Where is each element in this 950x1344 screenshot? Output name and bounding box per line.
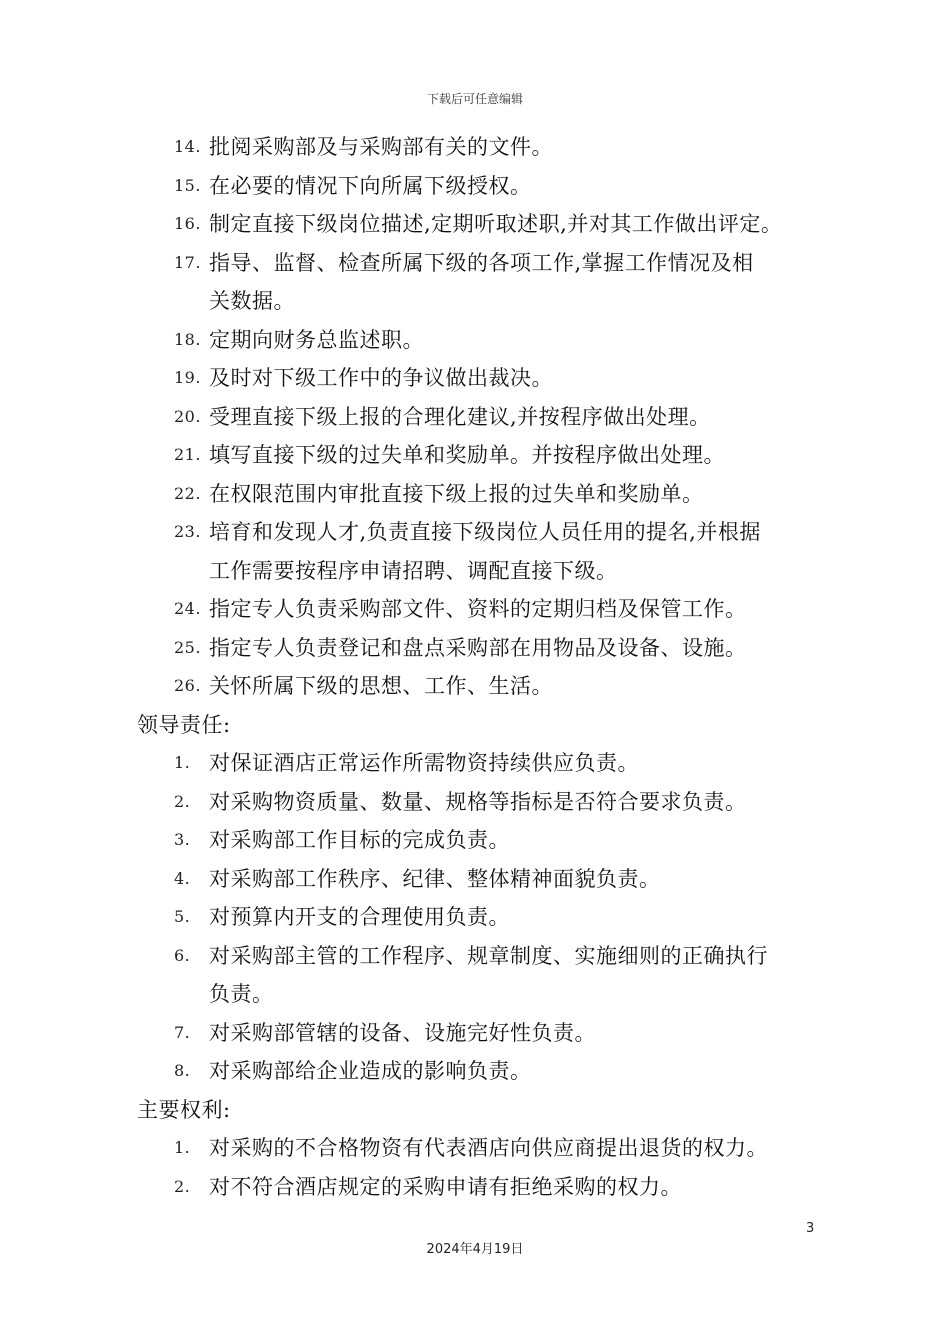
list-item <box>0 513 950 590</box>
list-item-text: 受理直接下级上报的合理化建议,并按程序做出处理。 <box>209 404 711 429</box>
list-item-text: 对采购部工作目标的完成负责。 <box>209 828 510 852</box>
list-item-number: 17. <box>174 252 201 272</box>
list-item-text: 对采购部管辖的设备、设施完好性负责。 <box>209 1020 596 1045</box>
list-item-text: 对保证酒店正常运作所需物资持续供应负责。 <box>209 751 639 775</box>
list-item <box>0 629 950 668</box>
list-item-text: 在权限范围内审批直接下级上报的过失单和奖励单。 <box>209 481 704 506</box>
list-item-number: 18. <box>174 329 201 349</box>
list-item-text: 填写直接下级的过失单和奖励单。并按程序做出处理。 <box>209 443 725 467</box>
list-item <box>0 898 950 937</box>
list-item <box>0 359 950 398</box>
list-item-text: 制定直接下级岗位描述,定期听取述职,并对其工作做出评定。 <box>209 212 783 236</box>
list-item-number: 2. <box>174 1176 191 1196</box>
list-item <box>0 1014 950 1053</box>
leadership-heading: 领导责任: <box>137 712 231 737</box>
list-item-number: 1. <box>174 1138 191 1157</box>
list-item <box>0 1052 950 1091</box>
list-item-text: 关数据。 <box>209 289 295 313</box>
list-item-number: 26. <box>174 676 201 695</box>
list-item-number: 21. <box>174 445 201 464</box>
list-item-text: 定期向财务总监述职。 <box>209 327 424 352</box>
list-item-text: 及时对下级工作中的争议做出裁决。 <box>209 366 553 390</box>
list-item <box>0 167 950 206</box>
list-item-number: 24. <box>174 599 201 618</box>
list-item-text: 指导、监督、检查所属下级的各项工作,掌握工作情况及相 <box>209 250 754 275</box>
list-item-number: 20. <box>174 406 201 426</box>
list-item <box>0 205 950 244</box>
list-item <box>0 321 950 360</box>
list-item <box>0 1168 950 1207</box>
page-header: 下载后可任意编辑 <box>426 92 523 106</box>
list-item-number: 14. <box>174 137 201 156</box>
list-item-number: 16. <box>174 214 201 233</box>
list-item-number: 23. <box>174 522 201 541</box>
page-footer-date: 2024年4月19日 <box>426 1242 524 1257</box>
list-item-text: 对采购物资质量、数量、规格等指标是否符合要求负责。 <box>209 789 747 814</box>
list-item <box>0 475 950 514</box>
duties-list <box>0 128 950 706</box>
list-item <box>0 744 950 783</box>
list-item-number: 15. <box>174 175 201 195</box>
list-item <box>0 1129 950 1168</box>
list-item-text: 对采购部主管的工作程序、规章制度、实施细则的正确执行 <box>209 943 768 968</box>
list-item-text: 负责。 <box>209 982 274 1006</box>
document-body <box>0 128 950 1206</box>
list-item <box>0 128 950 167</box>
list-item-text: 指定专人负责登记和盘点采购部在用物品及设备、设施。 <box>209 635 747 660</box>
list-item-text: 关怀所属下级的思想、工作、生活。 <box>209 674 553 698</box>
list-item-number: 25. <box>174 637 201 657</box>
rights-heading: 主要权利: <box>137 1097 231 1122</box>
list-item <box>0 244 950 321</box>
list-item-number: 2. <box>174 791 191 811</box>
rights-list <box>0 1129 950 1206</box>
list-item <box>0 398 950 437</box>
list-item-text: 对不符合酒店规定的采购申请有拒绝采购的权力。 <box>209 1174 682 1199</box>
list-item <box>0 860 950 899</box>
list-item-number: 8. <box>174 1061 191 1080</box>
list-item-text: 对采购的不合格物资有代表酒店向供应商提出退货的权力。 <box>209 1136 768 1160</box>
list-item-text: 指定专人负责采购部文件、资料的定期归档及保管工作。 <box>209 597 747 621</box>
list-item-number: 22. <box>174 483 201 503</box>
list-item <box>0 667 950 706</box>
list-item-text: 对采购部给企业造成的影响负责。 <box>209 1059 532 1083</box>
list-item-text: 批阅采购部及与采购部有关的文件。 <box>209 135 553 159</box>
list-item-text: 培育和发现人才,负责直接下级岗位人员任用的提名,并根据 <box>209 520 761 544</box>
list-item-number: 6. <box>174 945 191 965</box>
list-item <box>0 937 950 1014</box>
list-item-number: 4. <box>174 868 191 888</box>
list-item-number: 19. <box>174 368 201 387</box>
list-item-text: 对预算内开支的合理使用负责。 <box>209 905 510 929</box>
list-item-number: 5. <box>174 907 191 926</box>
list-item-number: 1. <box>174 753 191 772</box>
leadership-list <box>0 744 950 1091</box>
list-item-text: 对采购部工作秩序、纪律、整体精神面貌负责。 <box>209 866 661 891</box>
list-item <box>0 783 950 822</box>
list-item <box>0 821 950 860</box>
page-number: 3 <box>806 1221 815 1236</box>
list-item-text: 工作需要按程序申请招聘、调配直接下级。 <box>209 558 618 583</box>
list-item <box>0 590 950 629</box>
list-item-number: 3. <box>174 830 191 849</box>
list-item-number: 7. <box>174 1022 191 1042</box>
list-item-text: 在必要的情况下向所属下级授权。 <box>209 173 532 198</box>
list-item <box>0 436 950 475</box>
